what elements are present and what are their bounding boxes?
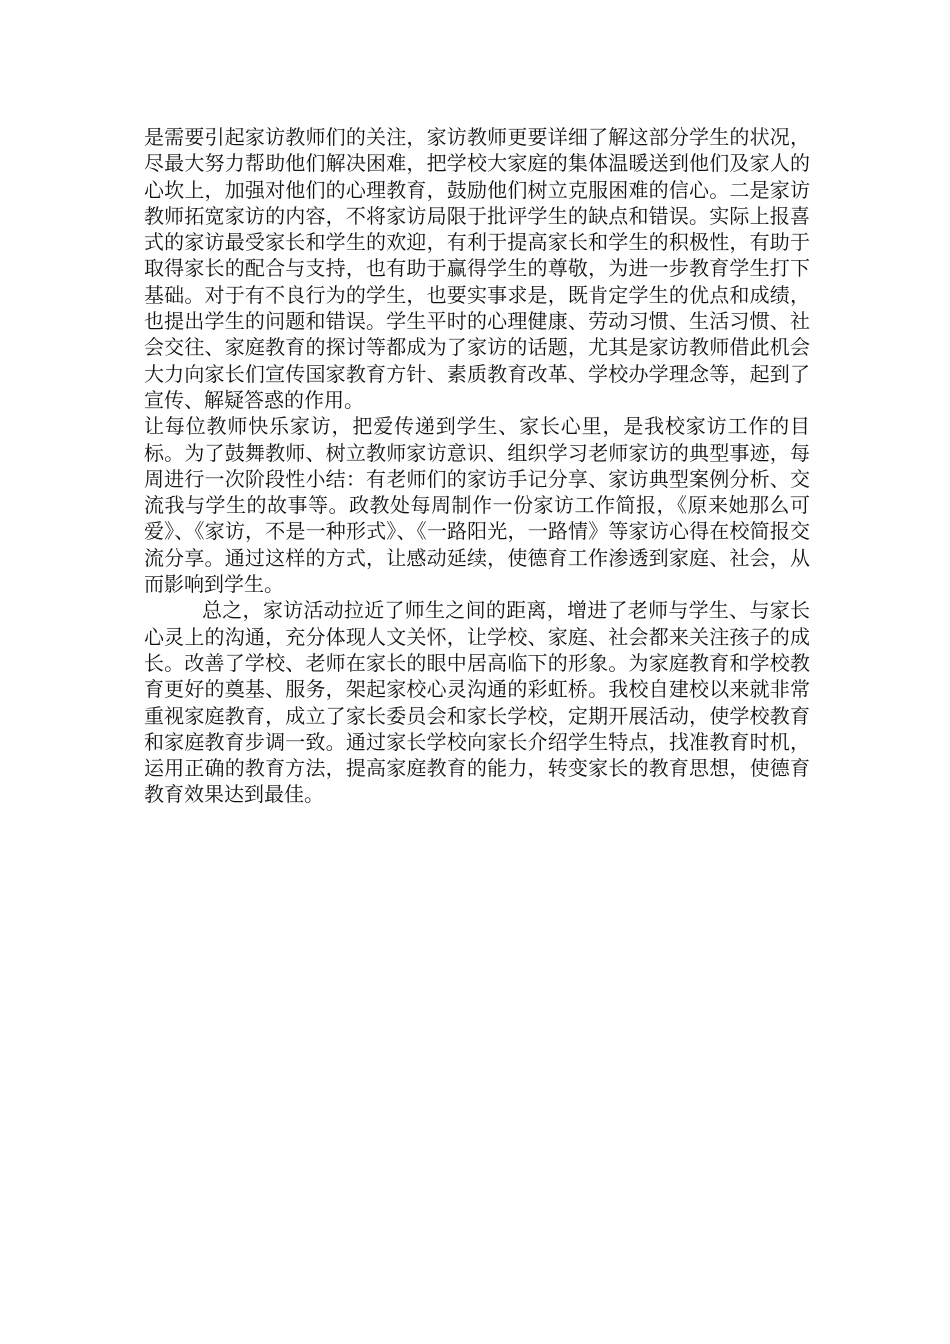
- paragraph-conclusion: 总之，家访活动拉近了师生之间的距离，增进了老师与学生、与家长心灵上的沟通，充分体现人文关怀，让学校、家庭、社会都来关注孩子的成长。改善了学校、老师在家长的眼中居高临下的形象。为家庭教育和学校教育更好的奠基、服务，架起家校心灵沟通的彩虹桥。我校自建校以来就非常重视家庭教育，成立了家长委员会和家长学校，定期开展活动，使学校教育和家庭教育步调一致。通过家长学校向家长介绍学生特点，找准教育时机，运用正确的教育方法，提高家庭教育的能力，转变家长的教育思想，使德育教育效果达到最佳。: [144, 598, 810, 807]
- paragraph-home-visit-content: 是需要引起家访教师们的关注，家访教师更要详细了解这部分学生的状况，尽最大努力帮助他们解决困难，把学校大家庭的集体温暖送到他们及家人的心坎上，加强对他们的心理教育，鼓励他们树立克服困难的信心。二是家访教师拓宽家访的内容，不将家访局限于批评学生的缺点和错误。实际上报喜式的家访最受家长和学生的欢迎，有利于提高家长和学生的积极性，有助于取得家长的配合与支持，也有助于赢得学生的尊敬，为进一步教育学生打下基础。对于有不良行为的学生，也要实事求是，既肯定学生的优点和成绩，也提出学生的问题和错误。学生平时的心理健康、劳动习惯、生活习惯、社会交往、家庭教育的探讨等都成为了家访的话题，尤其是家访教师借此机会大力向家长们宣传国家教育方针、素质教育改革、学校办学理念等，起到了宣传、解疑答惑的作用。: [144, 125, 810, 412]
- document-body: [144, 124, 810, 808]
- paragraph-home-visit-goal: 让每位教师快乐家访，把爱传递到学生、家长心里，是我校家访工作的目标。为了鼓舞教师、树立教师家访意识、组织学习老师家访的典型事迹，每周进行一次阶段性小结：有老师们的家访手记分享、家访典型案例分析、交流我与学生的故事等。政教处每周制作一份家访工作简报，《原来她那么可爱》、《家访，不是一种形式》、《一路阳光，一路情》等家访心得在校简报交流分享。通过这样的方式，让感动延续，使德育工作渗透到家庭、社会，从而影响到学生。: [144, 414, 810, 597]
